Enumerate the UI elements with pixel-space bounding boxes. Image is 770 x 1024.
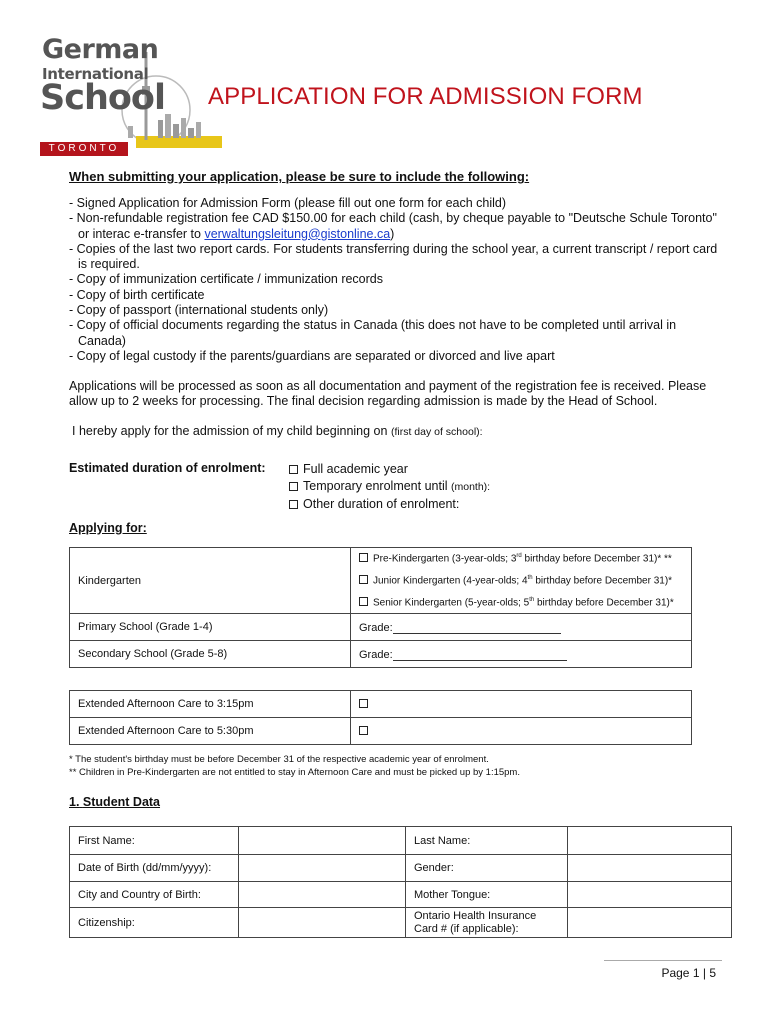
birthplace-input[interactable]: [239, 882, 406, 908]
field-label: First Name:: [70, 827, 239, 855]
apply-text: I hereby apply for the admission of my child beginning on: [72, 424, 388, 438]
option-sup: th: [527, 574, 533, 581]
applying-for-heading: Applying for:: [69, 521, 147, 535]
duration-option-full[interactable]: [289, 461, 490, 478]
field-label: Ontario Health Insurance Card # (if applicable):: [406, 908, 568, 938]
duration-label: Estimated duration of enrolment:: [69, 461, 266, 475]
checkbox[interactable]: [359, 575, 368, 584]
kg-option-junior[interactable]: [351, 570, 692, 592]
footnote: ** Children in Pre-Kindergarten are not entitled to stay in Afternoon Care and must be picked up by 1:15pm.: [69, 767, 520, 778]
field-label: Last Name:: [406, 827, 568, 855]
apply-line: [72, 424, 483, 440]
page-label: Page: [661, 966, 690, 980]
option-label: Pre-Kindergarten (3-year-olds; 3: [373, 553, 517, 565]
requirement-item: - Copy of official documents regarding the status in Canada (this does not have to be completed until arrival in Canada): [69, 318, 677, 348]
duration-options: [289, 461, 490, 513]
footer-divider: [604, 960, 722, 961]
school-logo: [38, 34, 188, 156]
health-card-input[interactable]: [568, 908, 732, 938]
grade-label: Grade:: [359, 648, 393, 661]
requirement-item: - Copy of legal custody if the parents/guardians are separated or divorced and live apart: [69, 348, 555, 363]
citizenship-input[interactable]: [239, 908, 406, 938]
duration-option-other[interactable]: [289, 496, 490, 513]
page-current: 1: [692, 966, 700, 980]
apply-hint: (first day of school):: [390, 426, 483, 438]
care-label: Extended Afternoon Care to 3:15pm: [70, 691, 351, 718]
etransfer-suffix: ): [390, 226, 395, 241]
kg-option-senior[interactable]: [351, 592, 692, 614]
checkbox[interactable]: [359, 699, 368, 708]
logo-text-german: German: [42, 34, 159, 65]
field-label: Date of Birth (dd/mm/yyyy):: [70, 855, 239, 882]
student-data-heading: [69, 795, 160, 809]
option-label: Temporary enrolment until: [303, 479, 448, 493]
option-label: Senior Kindergarten (5-year-olds; 5: [373, 596, 530, 608]
checkbox[interactable]: [289, 465, 298, 474]
student-data-table: [69, 826, 732, 938]
etransfer-email-link[interactable]: verwaltungsleitung@gistonline.ca: [204, 226, 391, 241]
afternoon-care-table: [69, 690, 692, 745]
requirement-item: - Copies of the last two report cards. For students transferring during the school year, a current transcript / report card is required.: [69, 241, 718, 272]
grade-input-line[interactable]: [393, 648, 567, 661]
logo-text-toronto: TORONTO: [48, 143, 120, 154]
requirements-heading: When submitting your application, please be sure to include the following:: [69, 169, 530, 184]
page-number: Page 1 | 5: [661, 966, 716, 980]
option-rest: birthday before December 31)* **: [521, 553, 672, 565]
checkbox[interactable]: [359, 597, 368, 606]
secondary-school-label: Secondary School (Grade 5-8): [70, 641, 351, 668]
option-rest: birthday before December 31)*: [534, 596, 674, 608]
field-label: City and Country of Birth:: [70, 882, 239, 908]
primary-school-label: Primary School (Grade 1-4): [70, 614, 351, 641]
etransfer-prefix: or interac e-transfer to: [78, 226, 205, 241]
footnotes: [69, 753, 520, 779]
primary-grade-field[interactable]: [351, 614, 692, 641]
kindergarten-label: Kindergarten: [70, 548, 351, 614]
checkbox[interactable]: [359, 553, 368, 562]
care-label: Extended Afternoon Care to 5:30pm: [70, 718, 351, 745]
page-title: APPLICATION FOR ADMISSION FORM: [208, 83, 643, 110]
requirement-item: - Copy of passport (international students only): [69, 303, 329, 318]
option-label: Junior Kindergarten (4-year-olds; 4: [373, 575, 528, 587]
footnote: * The student's birthday must be before December 31 of the respective academic year of enrolment.: [69, 754, 489, 765]
secondary-grade-field[interactable]: [351, 641, 692, 668]
requirement-item: - Copy of immunization certificate / immunization records: [69, 272, 384, 287]
last-name-input[interactable]: [568, 827, 732, 855]
option-sup: rd: [516, 553, 522, 560]
requirements-list: [69, 196, 729, 364]
logo-text-international: International: [42, 65, 149, 83]
duration-option-temporary[interactable]: [289, 478, 490, 496]
logo-text-school: School: [40, 78, 165, 118]
requirement-text: - Non-refundable registration fee CAD $150.00 for each child (cash, by cheque payable to "Deutsche Schule Toronto": [69, 211, 717, 226]
requirement-item: [69, 211, 729, 242]
checkbox[interactable]: [359, 726, 368, 735]
care-checkbox-cell[interactable]: [351, 691, 692, 718]
option-sup: th: [529, 596, 535, 603]
care-checkbox-cell[interactable]: [351, 718, 692, 745]
option-label: Other duration of enrolment:: [303, 497, 460, 511]
requirement-item: - Copy of birth certificate: [69, 287, 205, 302]
field-label: Citizenship:: [70, 908, 239, 938]
page-total: 5: [709, 966, 716, 980]
date-of-birth-input[interactable]: [239, 855, 406, 882]
mother-tongue-input[interactable]: [568, 882, 732, 908]
applying-for-table: [69, 547, 692, 668]
field-label: Gender:: [406, 855, 568, 882]
gender-input[interactable]: [568, 855, 732, 882]
checkbox[interactable]: [289, 500, 298, 509]
checkbox[interactable]: [289, 482, 298, 491]
kg-option-pre[interactable]: [351, 548, 692, 570]
processing-note: Applications will be processed as soon as all documentation and payment of the registration fee is received. Please allow up to 2 weeks for processing. The final decision regarding admission is made by the Head of School.: [69, 379, 707, 409]
grade-label: Grade:: [359, 621, 393, 634]
field-label: Mother Tongue:: [406, 882, 568, 908]
first-name-input[interactable]: [239, 827, 406, 855]
option-hint: (month):: [451, 481, 491, 493]
option-rest: birthday before December 31)*: [532, 575, 673, 587]
grade-input-line[interactable]: [393, 621, 561, 634]
section-title: Student Data: [82, 795, 161, 809]
option-label: Full academic year: [303, 462, 408, 476]
section-number: 1.: [69, 795, 80, 809]
requirement-item: - Signed Application for Admission Form (please fill out one form for each child): [69, 196, 507, 210]
